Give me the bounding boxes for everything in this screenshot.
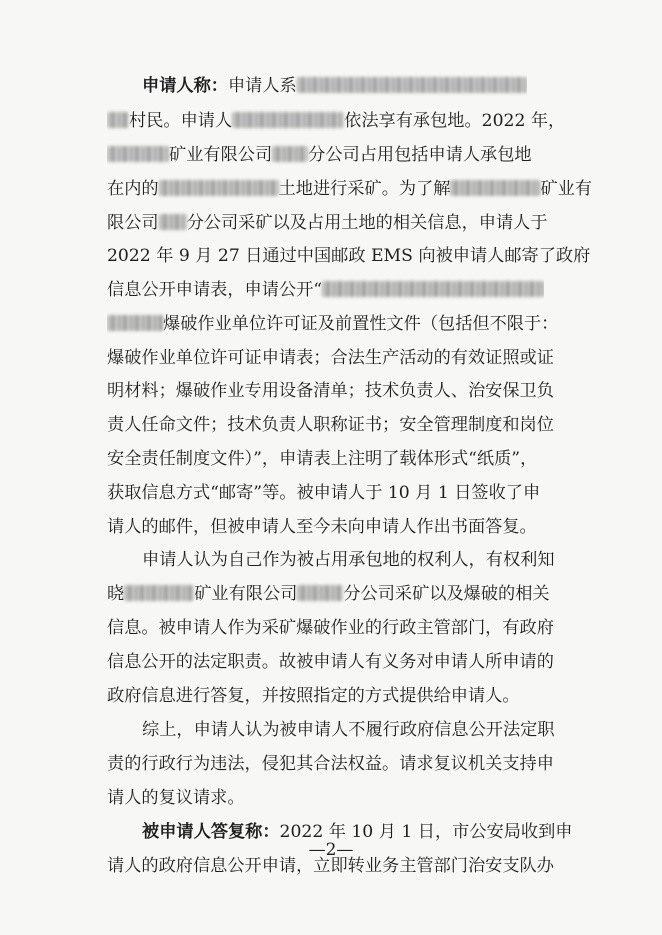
text-segment: 分公司采矿以及爆破的相关 [343,584,550,604]
text-segment: 限公司 [107,213,159,233]
text-segment: 信息公开的法定职责。故被申请人有义务对申请人所申请的 [107,652,554,672]
text-segment: 信息。被申请人作为采矿爆破作业的行政主管部门，有政府 [107,618,554,638]
text-segment: 爆破作业单位许可证申请表；合法生产活动的有效证照或证 [107,348,554,368]
redacted-block [107,146,169,162]
bold-label: 被申请人答复称： [142,822,280,842]
redacted-block [297,585,343,601]
text-segment: 矿业有限公司 [194,584,298,604]
text-line [107,379,554,403]
text-line [107,684,520,708]
text-segment: 明材料；爆破作业专用设备清单；技术负责人、治安保卫负 [107,381,554,401]
redacted-block [159,180,279,196]
text-segment: 申请人系 [227,76,297,96]
text-line [142,74,527,98]
text-line [107,786,245,810]
redacted-block [232,112,344,128]
text-segment: 信息公开申请表，申请公开“ [107,280,323,300]
redacted-block [107,112,129,128]
text-line [107,109,565,133]
text-segment: 综上，申请人认为被申请人不履行政府信息公开法定职 [142,720,555,740]
text-segment: 土地进行采矿。为了解 [278,179,451,199]
text-line [142,718,555,742]
redacted-block [124,585,194,601]
text-line [107,244,590,268]
text-line [107,278,544,302]
text-segment: 请人的邮件，但被申请人至今未向申请人作出书面答复。 [107,517,537,537]
redacted-block [159,214,187,230]
text-segment: 晓 [107,584,125,604]
redacted-block [450,180,540,196]
text-segment: 请人的复议请求。 [107,788,245,808]
text-segment: 爆破作业单位许可证及前置性文件（包括但不限于： [163,314,559,334]
page-number: —2— [308,840,354,860]
redacted-block [297,77,527,93]
bold-label: 申请人称： [142,76,228,96]
text-segment: 分公司占用包括申请人承包地 [308,145,532,165]
text-line [107,616,554,640]
text-segment: 矿业有 [540,179,593,199]
text-segment: 矿业有限公司 [169,145,273,165]
text-line [107,177,592,201]
text-line [107,752,554,776]
text-line [107,211,548,235]
text-segment: 村民。申请人 [129,111,233,131]
text-segment: 获取信息方式“邮寄”等。被申请人于 10 月 1 日签收了申 [107,483,541,503]
text-line [107,582,550,606]
text-segment: 请人的政府信息公开申请，立即转业务主管部门治安支队办 [107,856,554,876]
text-segment: 依法享有承包地。2022 年， [344,111,566,131]
text-line [107,143,532,167]
text-line [142,548,555,572]
text-line [107,515,537,539]
redacted-block [322,281,544,297]
redacted-block [272,146,308,162]
text-segment: 分公司采矿以及占用土地的相关信息，申请人于 [186,213,548,233]
text-line [107,447,537,471]
text-segment: 申请人认为自己作为被占用承包地的权利人，有权利知 [142,550,555,570]
text-line [107,413,554,437]
text-line [107,312,558,336]
text-segment: 在内的 [107,179,159,199]
redacted-block [107,315,163,331]
text-segment: 2022 年 9 月 27 日通过中国邮政 EMS 向被申请人邮寄了政府 [107,246,591,266]
text-line [107,481,540,505]
text-segment: 安全责任制度文件）”，申请表上注明了载体形式“纸质”， [107,449,538,469]
text-segment: 责人任命文件；技术负责人职称证书；安全管理制度和岗位 [107,415,554,435]
text-line [107,650,554,674]
text-segment: 政府信息进行答复，并按照指定的方式提供给申请人。 [107,686,520,706]
text-segment: 责的行政行为违法，侵犯其合法权益。请求复议机关支持申 [107,754,554,774]
text-line [107,346,554,370]
text-segment: 2022 年 10 月 1 日，市公安局收到申 [279,822,573,842]
